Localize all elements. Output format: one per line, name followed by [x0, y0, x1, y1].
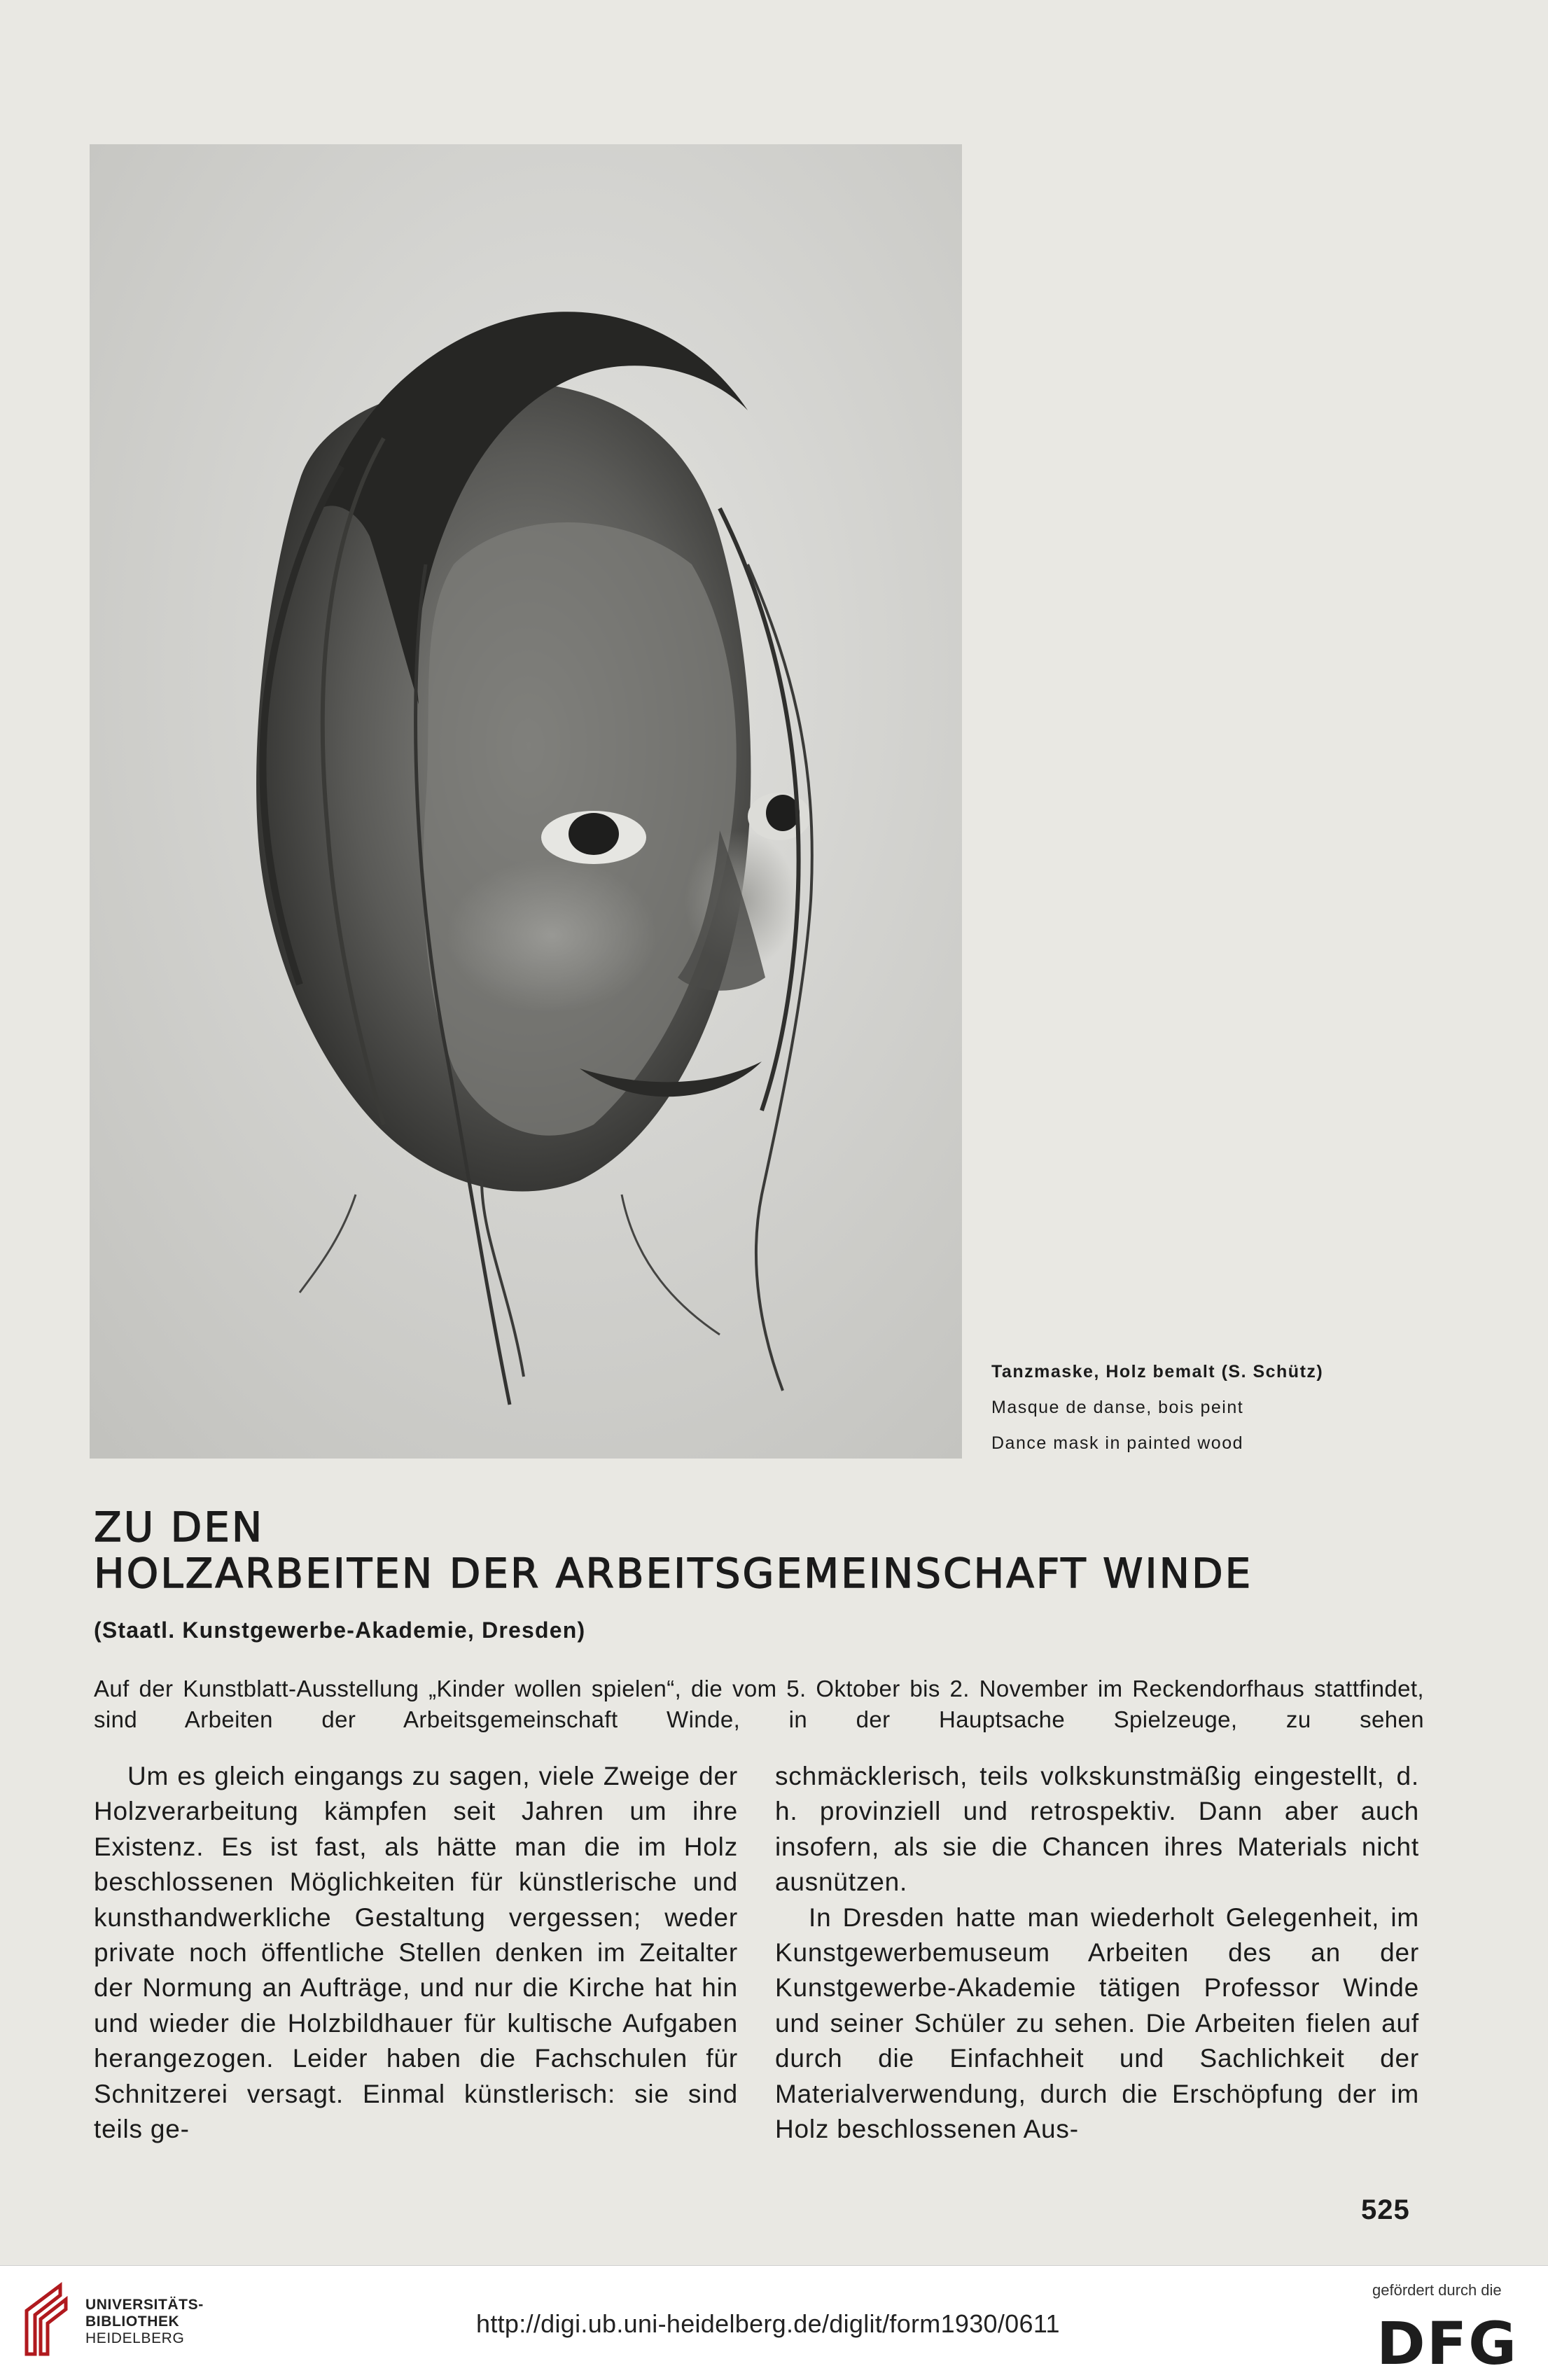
title-line-1: ZU DEN [94, 1503, 265, 1551]
library-name [85, 2297, 204, 2347]
article-subtitle: (Staatl. Kunstgewerbe-Akademie, Dresden) [94, 1617, 586, 1643]
library-logo-icon [17, 2281, 73, 2360]
library-line-2: BIBLIOTHEK [85, 2313, 180, 2330]
title-line-2: HOLZARBEITEN DER ARBEITSGEMEINSCHAFT WINDE [94, 1550, 1253, 1597]
page-number: 525 [1361, 2194, 1410, 2225]
digitization-footer [0, 2265, 1548, 2380]
article-title [94, 1504, 1438, 1596]
article-intro: Auf der Kunstblatt-Ausstellung „Kinder wollen spielen“, die vom 5. Oktober bis 2. November im Reckendorfhaus stattfindet, sind Arbeiten der Arbeitsgemeinschaft Winde, in der Hauptsache Spielzeuge, zu sehen [94, 1676, 1424, 1732]
caption-german: Tanzmaske, Holz bemalt (S. Schütz) [991, 1362, 1324, 1382]
caption-french: Masque de danse, bois peint [991, 1398, 1244, 1417]
library-line-3: HEIDELBERG [85, 2330, 185, 2346]
text-column-right [775, 1759, 1419, 2147]
paragraph-right-2: In Dresden hatte man wiederholt Gelegenheit, im Kunstgewerbemuseum Arbeiten des an der Kunstgewerbe-Akademie tätigen Professor Winde und seiner Schüler zu sehen. Die Arbeiten fielen auf durch die Einfachheit und Sachlichkeit der Materialverwendung, durch die Erschöpfung der im Holz beschlossenen Aus- [775, 1902, 1419, 2144]
dance-mask-photo [90, 144, 962, 1459]
paragraph-left: Um es gleich eingangs zu sagen, viele Zweige der Holzverarbeitung kämpfen seit Jahren um ihre Existenz. Es ist fast, als hätte man die im Holz beschlossenen Möglichkeiten für künstlerische und kunsthandwerkliche Gestaltung vergessen; weder private noch öffentliche Stellen denken im Zeitalter der Normung an Aufträge, und nur die Kirche hat hin und wieder die Holzbildhauer für kultische Aufgaben herangezogen. Leider haben die Fachschulen für Schnitzerei versagt. Einmal künstlerisch: sie sind teils ge- [94, 1762, 738, 2144]
funded-by-text: gefördert durch die [1372, 2281, 1502, 2299]
text-column-left [94, 1759, 738, 2147]
library-line-1: UNIVERSITÄTS- [85, 2297, 204, 2313]
source-url-link[interactable]: http://digi.ub.uni-heidelberg.de/diglit/form1930/0611 [476, 2309, 1060, 2338]
figure-caption [991, 1362, 1439, 1469]
dfg-logo: DFG [1376, 2309, 1519, 2378]
paragraph-right-1: schmäcklerisch, teils volkskunstmäßig eingestellt, d. h. provinziell und retrospektiv. Dann aber auch insofern, als sie die Chancen ihres Materials nicht ausnützen. [775, 1762, 1419, 1897]
caption-english: Dance mask in painted wood [991, 1433, 1244, 1453]
